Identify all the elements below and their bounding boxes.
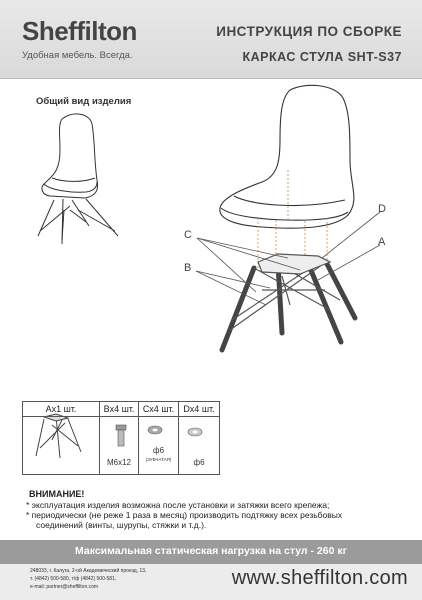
- warning-line-2: * периодически (не реже 1 раза в месяц) производить подтяжку всех резьбовых: [26, 510, 343, 520]
- small-chair: [38, 114, 118, 244]
- load-bar: [0, 540, 422, 564]
- part-b-header: Bx4 шт.: [100, 402, 139, 417]
- general-view-label: Общий вид изделия: [36, 96, 132, 107]
- doc-subtitle: КАРКАС СТУЛА SHT-S37: [242, 50, 402, 64]
- warning-line-3: соединений (винты, шурупы, стяжки и т.д.).: [36, 520, 207, 530]
- part-c-sublabel: (ЗУБЧАТАЯ): [145, 457, 172, 462]
- max-load-text: Максимальная статическая нагрузка на стул - 260 кг: [74, 545, 347, 557]
- footer-website-link[interactable]: www.sheffilton.com: [231, 567, 408, 589]
- part-c-header: Cx4 шт.: [139, 402, 179, 417]
- footer-email: e-mail: partner@sheffilton.com: [30, 584, 99, 590]
- part-a-cell: [23, 416, 100, 474]
- part-b-label: M6x12: [106, 458, 131, 467]
- part-d-label: ф6: [193, 458, 205, 467]
- letter-a: A: [378, 236, 386, 248]
- part-c-label: ф6: [152, 446, 165, 455]
- footer: [0, 564, 422, 600]
- warning-line-1: * эксплуатация изделия возможна после установки и затяжки всего крепежа;: [26, 500, 330, 510]
- footer-address: 248033, г. Калуга, 2-ой Академический проезд, 13,: [30, 568, 147, 574]
- brand-logo: Sheffilton: [22, 16, 137, 46]
- part-d-header: Dx4 шт.: [179, 402, 219, 417]
- part-c-cell: [139, 416, 179, 474]
- part-a-header: Ax1 шт.: [23, 402, 100, 417]
- footer-phone: т. (4842) 500-580, т/ф (4842) 500-581,: [30, 576, 117, 582]
- warning-title: ВНИМАНИЕ!: [29, 489, 85, 499]
- doc-title: ИНСТРУКЦИЯ ПО СБОРКЕ: [216, 24, 402, 39]
- letter-b: B: [184, 262, 192, 274]
- chair-legs: [222, 262, 355, 350]
- letter-d: D: [378, 203, 386, 215]
- letter-c: C: [184, 229, 192, 241]
- large-chair: [220, 85, 354, 228]
- parts-table: [22, 401, 220, 475]
- brand-tagline: Удобная мебель. Всегда.: [22, 50, 133, 61]
